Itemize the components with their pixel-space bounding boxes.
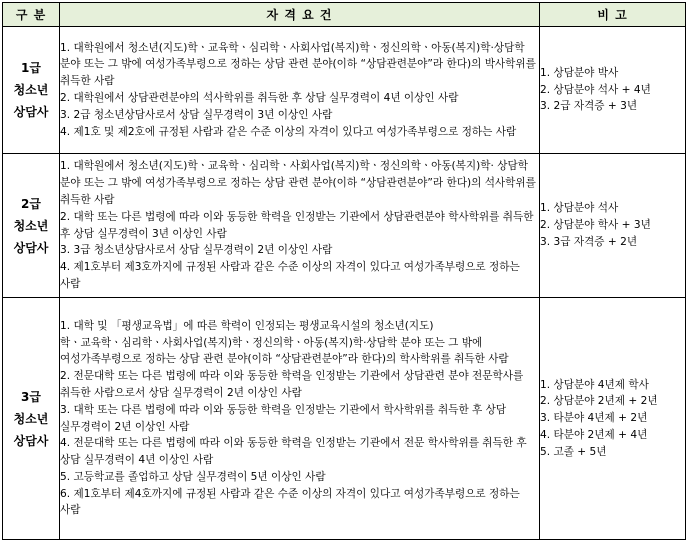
grade-label-counselor: 상담사 (13, 240, 49, 255)
header-grade: 구 분 (3, 3, 60, 27)
requirement-item: 3. 대학 또는 다른 법령에 따라 이와 동등한 학력을 인정받는 기관에서 학사학위를 취득한 후 상담 실무경력이 2년 이상인 사람 (60, 403, 507, 433)
requirement-item: 4. 제1호부터 제3호까지에 규정된 사람과 같은 수준 이상의 자격이 있다고 여성가족부령으로 정하는 사람 (60, 261, 520, 290)
note-item: 1. 상담분야 석사 (540, 202, 619, 215)
requirement-item: 1. 대학원에서 청소년(지도)학ㆍ교육학ㆍ심리학ㆍ사회사업(복지)학ㆍ정신의학ㆍ아동(복지)학·상담학 분야 또는 그 밖에 여성가족부령으로 정하는 상담 관련 분야(이하 “상담관련분야”라 한다)의 박사학위를 취득한 사람 (60, 41, 536, 88)
requirement-item: 1. 대학원에서 청소년(지도)학ㆍ교육학ㆍ심리학ㆍ사회사업(복지)학ㆍ정신의학ㆍ아동(복지)학· 상담학 분야 또는 그 밖에 여성가족부령으로 정하는 상담 관련 분야(이하 “상담관련분야”라 한다)의 석사학위를 취득한 사람 (60, 160, 536, 206)
requirement-item: 2. 대학원에서 상담관련분야의 석사학위를 취득한 후 상담 실무경력이 4년 이상인 사람 (60, 92, 459, 104)
grade-label-youth: 청소년 (13, 83, 49, 97)
grade-label-level: 2급 (21, 196, 41, 211)
note-item: 3. 3급 자격증 + 2년 (540, 235, 638, 248)
requirements-cell (60, 27, 540, 154)
header-notes: 비 고 (540, 3, 686, 27)
notes-cell (540, 154, 686, 298)
requirement-item: 2. 전문대학 또는 다른 법령에 따라 이와 동등한 학력을 인정받는 기관에서 상담관련 분야 전문학사를 취득한 사람으로서 상담 실무경력이 2년 이상인 사람 (60, 370, 524, 399)
table-row-grade-1 (3, 27, 686, 154)
requirement-item: 4. 제1호 및 제2호에 규정된 사람과 같은 수준 이상의 자격이 있다고 여성가족부령으로 정하는 사람 (60, 125, 517, 138)
grade-cell (3, 298, 60, 540)
grade-label-level: 3급 (21, 389, 41, 404)
grade-label-youth: 청소년 (13, 218, 49, 233)
requirement-item: 5. 고등학교를 졸업하고 상담 실무경력이 5년 이상인 사람 (60, 470, 326, 483)
note-item: 2. 상담분야 학사 + 3년 (540, 219, 651, 232)
grade-cell (3, 27, 60, 154)
requirement-item: 6. 제1호부터 제4호까지에 규정된 사람과 같은 수준 이상의 자격이 있다고 여성가족부령으로 정하는 사람 (60, 487, 520, 517)
requirements-cell (60, 298, 540, 540)
requirements-cell (60, 154, 540, 298)
notes-cell (540, 298, 686, 540)
header-row (3, 3, 686, 27)
grade-label-level: 1급 (21, 61, 41, 75)
grade-label-counselor: 상담사 (13, 433, 49, 448)
grade-label-counselor: 상담사 (13, 105, 49, 119)
note-item: 3. 2급 자격증 + 3년 (540, 100, 638, 113)
table-row-grade-2 (3, 154, 686, 298)
header-requirements: 자 격 요 건 (60, 3, 540, 27)
grade-label-youth: 청소년 (13, 411, 49, 426)
note-item: 1. 상담분야 박사 (540, 66, 619, 79)
requirement-item: 3. 2급 청소년상담사로서 상담 실무경력이 3년 이상인 사람 (60, 108, 333, 121)
table-row-grade-3 (3, 298, 686, 540)
grade-cell (3, 154, 60, 298)
note-item: 3. 타분야 4년제 + 2년 (540, 412, 648, 425)
notes-cell (540, 27, 686, 154)
requirement-item: 2. 대학 또는 다른 법령에 따라 이와 동등한 학력을 인정받는 기관에서 상담관련분야 학사학위를 취득한 후 상담 실무경력이 3년 이상인 사람 (60, 210, 534, 240)
requirement-item: 3. 3급 청소년상담사로서 상담 실무경력이 2년 이상인 사람 (60, 244, 333, 257)
qualification-table (2, 2, 686, 540)
note-item: 4. 타분야 2년제 + 4년 (540, 428, 648, 441)
requirement-item: 1. 대학 및 「평생교육법」에 따른 학력이 인정되는 평생교육시설의 청소년(지도)학ㆍ교육학ㆍ심리학ㆍ사회사업(복지)학ㆍ정신의학ㆍ아동(복지)학·상담학 분야 또는 그 밖에 여성가족부령으로 정하는 상담 관련 분야(이하 “상담관련분야”라 한다)의 학사학위를 취득한 사람 (60, 319, 509, 366)
requirement-item: 4. 전문대학 또는 다른 법령에 따라 이와 동등한 학력을 인정받는 기관에서 전문 학사학위를 취득한 후 상담 실무경력이 4년 이상인 사람 (60, 437, 527, 467)
note-item: 2. 상담분야 2년제 + 2년 (540, 395, 658, 408)
note-item: 2. 상담분야 석사 + 4년 (540, 83, 651, 96)
note-item: 1. 상담분야 4년제 학사 (540, 378, 649, 391)
note-item: 5. 고졸 + 5년 (540, 445, 607, 458)
